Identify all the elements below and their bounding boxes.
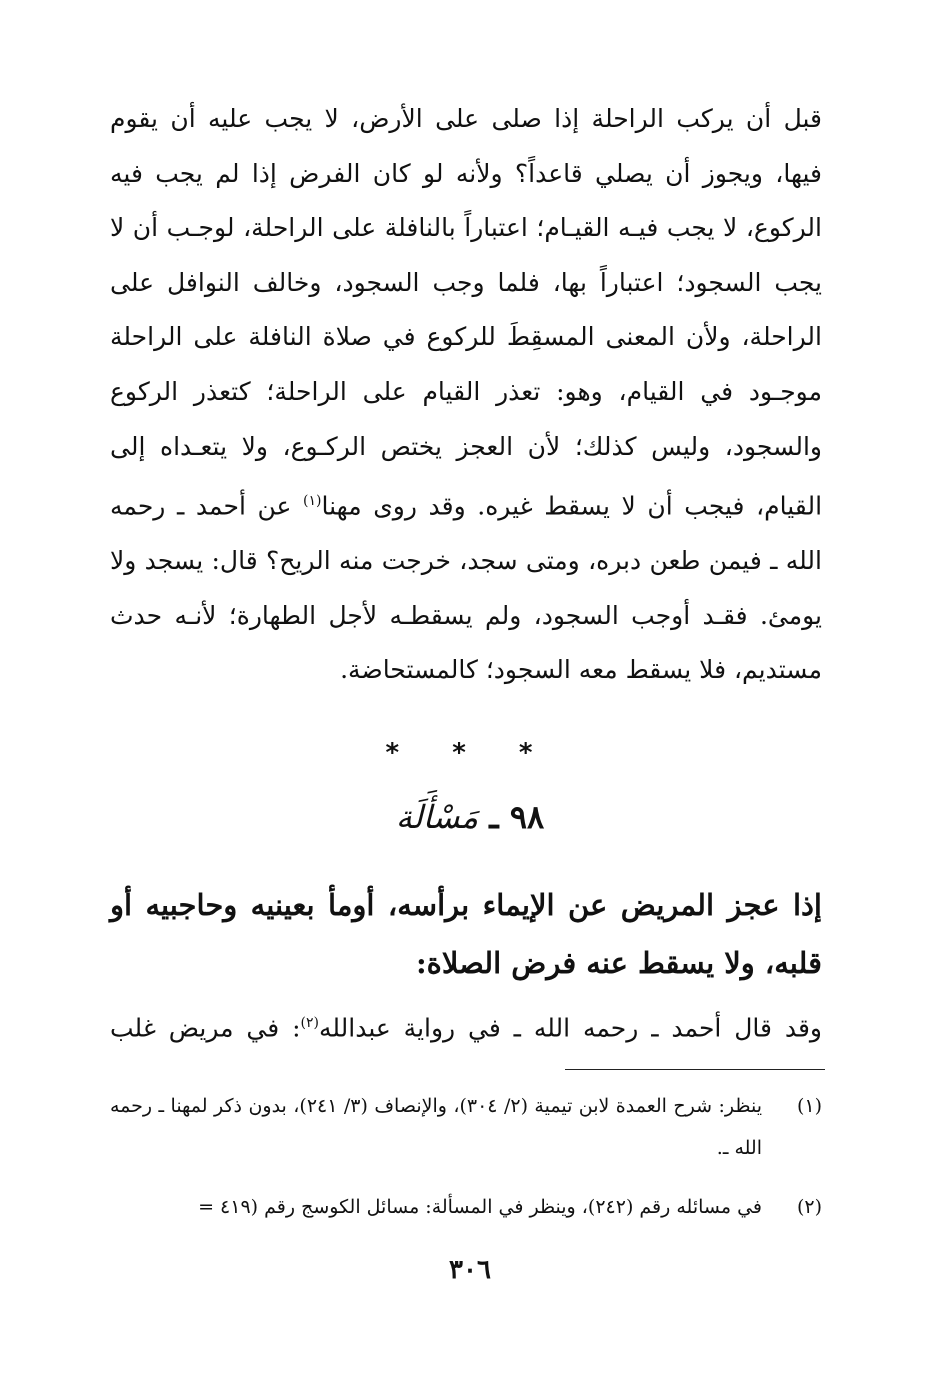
last-line-text: وقد قال أحمد ـ رحمه الله ـ في رواية عبدالله xyxy=(318,1013,822,1043)
main-paragraph xyxy=(110,92,822,698)
footnote-reference-1: (١) xyxy=(303,493,322,510)
masala-question: إذا عجز المريض عن الإيماء برأسه، أومأ بعينيه وحاجبيه أو قلبه، ولا يسقط عنه فرض الصلاة: xyxy=(110,888,822,980)
paragraph-text: قبل أن يركب الراحلة إذا صلى على الأرض، لا يجب عليه أن يقوم فيها، ويجوز أن يصلي قاعداً؟ ولأنه لو كان الفرض إذا لم يجب فيه الركوع، لا يجب فيـه القيـام؛ اعتباراً بالنافلة على الراحلة، لوجـب أن لا يجب السجود؛ اعتباراً بها، فلما وجب السجود، وخالف النوافل على الراحلة، ولأن المعنى المسقِطَ للركوع في صلاة النافلة على الراحلة موجـود في القيام، وهو: تعذر القيام على الراحلة؛ كتعذر الركوع والسجود، وليس كذلك؛ لأن العجز يختص الركـوع، ولا يتعـداه إلى القيام، فيجب أن لا يسقط غيره. وقد روى مهنا xyxy=(110,104,823,521)
section-separator: * * * xyxy=(385,738,555,768)
footnote-reference-2: (٢) xyxy=(300,1015,319,1031)
body-last-line xyxy=(110,996,822,1055)
footnote-text: في مسائله رقم (٢٤٢)، وينظر في المسألة: مسائل الكوسج رقم (٤١٩ = xyxy=(198,1196,762,1218)
masala-number: ٩٨ xyxy=(509,798,545,836)
masala-word: مَسْأَلَة xyxy=(395,798,479,836)
paragraph-text-continued: عن أحمد ـ رحمه الله ـ فيمن طعن دبره، ومتى سجد، خرجت منه الريح؟ قال: يسجد ولا يومئ. فقـد أوجب السجود، ولم يسقطـه لأجل الطهارة؛ لأنـه حدث مستديم، فلا يسقط معه السجود؛ كالمستحاضة. xyxy=(110,491,822,685)
footnote-number: (٢) xyxy=(796,1196,822,1218)
footnote-text: ينظر: شرح العمدة لابن تيمية (٢/ ٣٠٤)، والإنصاف (٣/ ٢٤١)، بدون ذكر لمهنا ـ رحمه الله ـ. xyxy=(110,1095,762,1159)
page-number: ٣٠٦ xyxy=(449,1255,491,1285)
last-line-text-end: : في مريض غلب xyxy=(110,1013,301,1043)
footnote-1 xyxy=(110,1085,822,1169)
masala-heading xyxy=(0,798,940,836)
masala-dash: ـ xyxy=(478,798,510,836)
footnote-2 xyxy=(110,1186,822,1228)
footnote-divider xyxy=(565,1069,825,1070)
footnote-number: (١) xyxy=(796,1095,822,1117)
